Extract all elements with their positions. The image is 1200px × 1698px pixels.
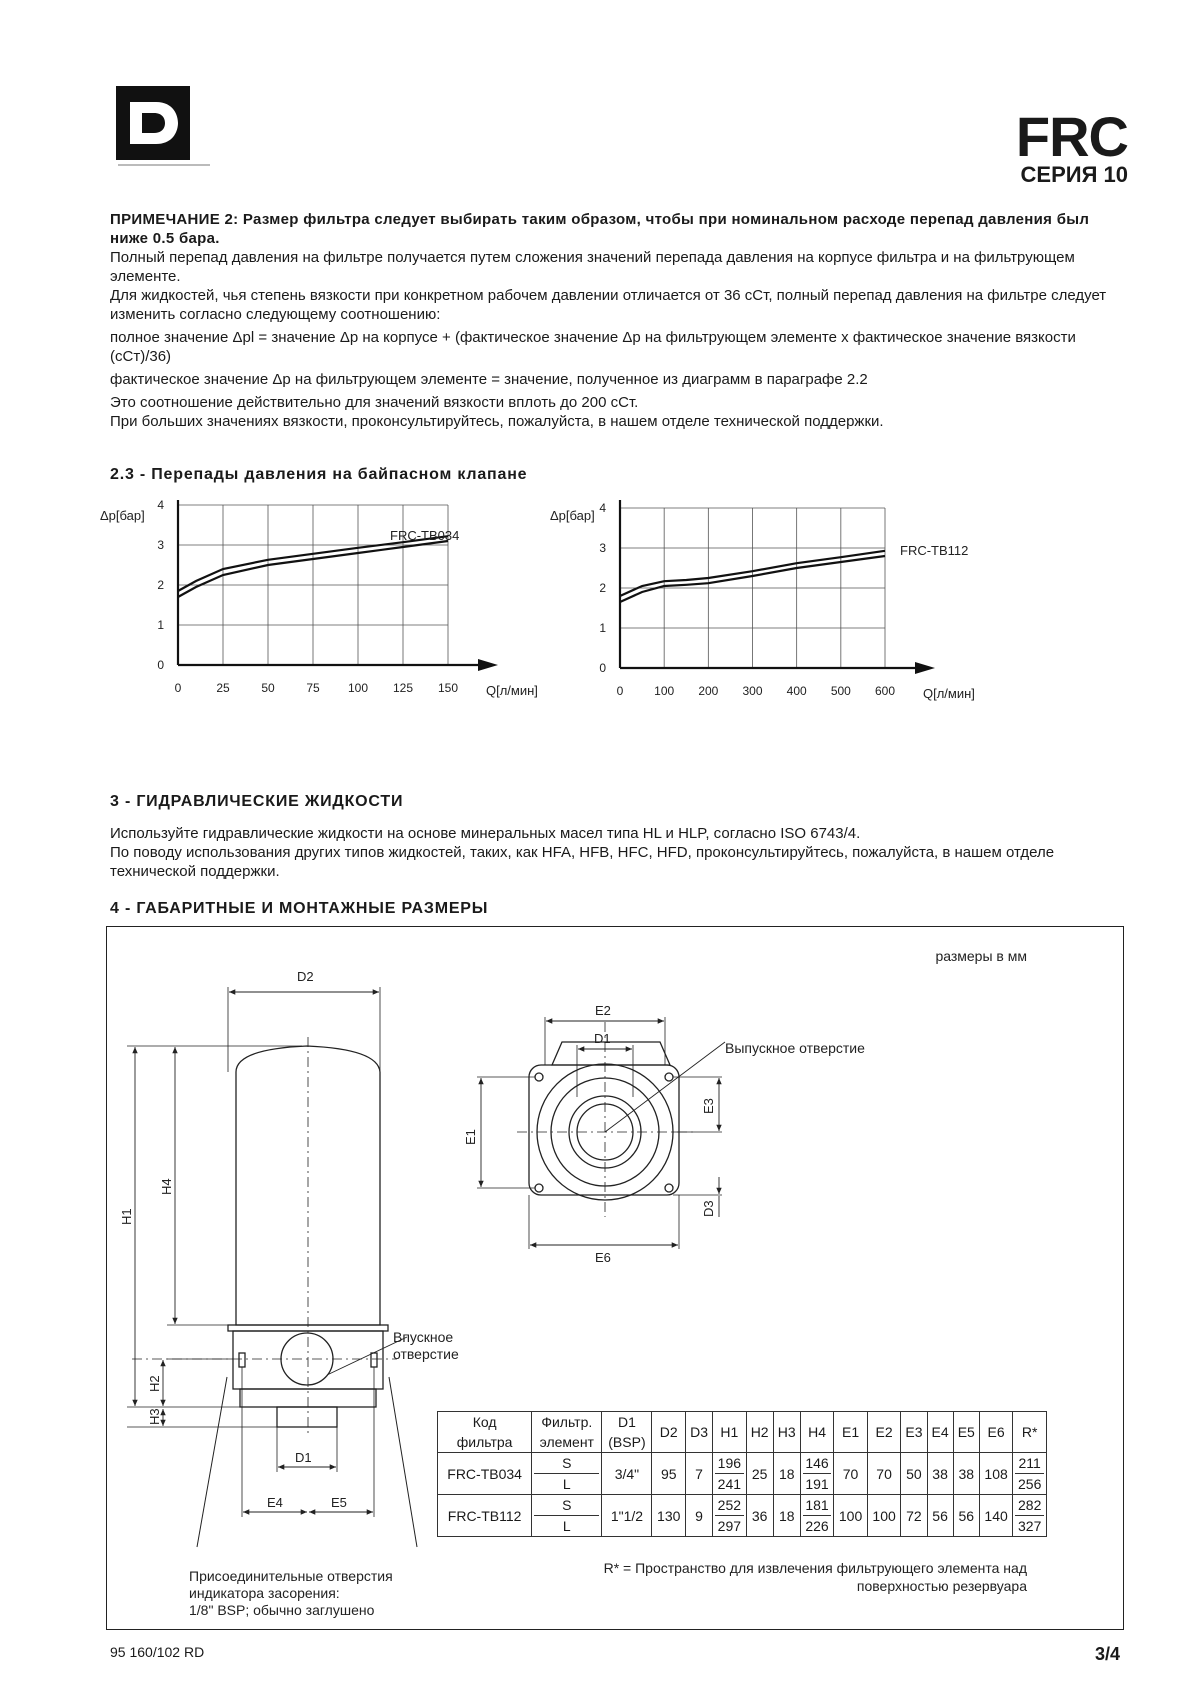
row0-e5: 38 xyxy=(953,1453,979,1495)
y-tick-label: 4 xyxy=(157,500,164,512)
row1-d3: 9 xyxy=(686,1495,713,1537)
label-inlet-1: Впускное xyxy=(393,1329,454,1345)
row1-r-l: 327 xyxy=(1018,1518,1042,1534)
table-row xyxy=(438,1495,1047,1537)
y-tick-label: 1 xyxy=(599,621,606,635)
row1-code: FRC-TB112 xyxy=(438,1495,532,1537)
th-d1-1: D1 xyxy=(617,1414,636,1430)
row0-e1: 70 xyxy=(834,1453,868,1495)
th-h2: H2 xyxy=(746,1412,773,1453)
row1-e1: 100 xyxy=(834,1495,868,1537)
table-footnote-2: поверхностью резервуара xyxy=(856,1578,1027,1594)
row0-h1-s: 196 xyxy=(715,1453,744,1474)
note-p6: При больших значениях вязкости, проконсультируйтесь, пожалуйста, в нашем отделе технической поддержки. xyxy=(110,413,884,430)
row1-e3: 72 xyxy=(901,1495,927,1537)
series-code: FRC xyxy=(1015,105,1128,168)
charts-area xyxy=(100,500,1120,770)
section-3-text xyxy=(110,824,1115,881)
label-d3: D3 xyxy=(701,1200,716,1217)
x-tick-label: 600 xyxy=(874,684,896,698)
y-tick-label: 2 xyxy=(157,578,164,592)
label-d1-top: D1 xyxy=(594,1031,611,1046)
th-e1: E1 xyxy=(834,1412,868,1453)
y-tick-label: 4 xyxy=(599,501,606,515)
row0-h3: 18 xyxy=(773,1453,800,1495)
th-elem-2: элемент xyxy=(539,1434,594,1450)
row1-e2: 100 xyxy=(867,1495,901,1537)
x-tick-label: 75 xyxy=(306,681,320,695)
th-code-1: Код xyxy=(472,1414,497,1430)
logo-d-icon xyxy=(116,86,190,160)
label-h2: H2 xyxy=(147,1375,162,1392)
th-elem-1: Фильтр. xyxy=(541,1414,593,1430)
row0-elem-s: S xyxy=(534,1453,599,1474)
row0-h1-l: 241 xyxy=(717,1476,742,1492)
row1-h4 xyxy=(800,1495,834,1537)
note-p1: Полный перепад давления на фильтре получается путем сложения значений перепада давления на корпусе фильтра и на фильтрующем элементе. xyxy=(110,249,1075,285)
note-p4: фактическое значение Δp на фильтрующем элементе = значение, полученное из диаграмм в параграфе 2.2 xyxy=(110,371,868,388)
label-e2: E2 xyxy=(595,1003,611,1018)
row1-e5: 56 xyxy=(953,1495,979,1537)
y-tick-label: 1 xyxy=(157,618,164,632)
row0-h2: 25 xyxy=(746,1453,773,1495)
label-e5: E5 xyxy=(331,1495,347,1510)
x-axis-arrow xyxy=(915,662,935,674)
x-tick-label: 125 xyxy=(392,681,414,695)
units-note: размеры в мм xyxy=(935,948,1027,964)
y-tick-label: 0 xyxy=(599,661,606,675)
row0-d2: 95 xyxy=(652,1453,686,1495)
row0-e2: 70 xyxy=(867,1453,901,1495)
section-2-3-title: 2.3 - Перепады давления на байпасном клапане xyxy=(110,466,528,483)
logo-underline xyxy=(118,164,210,166)
label-d1-side: D1 xyxy=(295,1450,312,1465)
row1-elem xyxy=(532,1495,602,1537)
th-code xyxy=(438,1412,532,1453)
row0-e3: 50 xyxy=(901,1453,927,1495)
label-e3: E3 xyxy=(701,1098,716,1114)
row0-code: FRC-TB034 xyxy=(438,1453,532,1495)
th-e2: E2 xyxy=(867,1412,901,1453)
row1-r xyxy=(1013,1495,1047,1537)
x-tick-label: 100 xyxy=(654,684,675,698)
y-tick-label: 0 xyxy=(157,658,164,672)
dimensions-table xyxy=(437,1411,1047,1537)
row1-elem-l: L xyxy=(562,1518,571,1534)
th-d1 xyxy=(602,1412,652,1453)
x-tick-label: 150 xyxy=(437,681,459,695)
section-3-title: 3 - ГИДРАВЛИЧЕСКИЕ ЖИДКОСТИ xyxy=(110,793,404,810)
row1-r-s: 282 xyxy=(1015,1495,1044,1516)
doc-code: 95 160/102 RD xyxy=(110,1644,205,1660)
row1-d1: 1"1/2 xyxy=(602,1495,652,1537)
label-outlet: Выпускное отверстие xyxy=(725,1040,865,1056)
x-tick-label: 500 xyxy=(830,684,851,698)
row0-elem-l: L xyxy=(562,1476,571,1492)
row1-h4-s: 181 xyxy=(803,1495,832,1516)
row0-h1 xyxy=(713,1453,747,1495)
label-h1: H1 xyxy=(119,1208,134,1225)
note-p5: Это соотношение действительно для значений вязкости вплоть до 200 сСт. xyxy=(110,394,639,411)
x-axis-arrow xyxy=(478,659,498,671)
th-d1-2: (BSP) xyxy=(608,1434,646,1450)
row0-d1: 3/4" xyxy=(602,1453,652,1495)
th-d2: D2 xyxy=(652,1412,686,1453)
row1-h4-l: 226 xyxy=(805,1518,829,1534)
y-axis-label: Δp[бар] xyxy=(100,508,145,523)
row0-e4: 38 xyxy=(927,1453,953,1495)
row1-h1 xyxy=(713,1495,747,1537)
row0-r-s: 211 xyxy=(1015,1453,1044,1474)
th-code-2: фильтра xyxy=(456,1434,513,1450)
row0-r-l: 256 xyxy=(1018,1476,1042,1492)
row1-h1-s: 252 xyxy=(715,1495,744,1516)
section-3-p1: Используйте гидравлические жидкости на основе минеральных масел типа HL и HLP, согласно ISO 6743/4. xyxy=(110,825,861,842)
x-tick-label: 25 xyxy=(216,681,230,695)
x-tick-label: 50 xyxy=(261,681,275,695)
row0-e6: 108 xyxy=(979,1453,1013,1495)
table-header-row xyxy=(438,1412,1047,1453)
x-tick-label: 0 xyxy=(616,684,624,698)
series-name-label: FRC-TB112 xyxy=(900,543,969,558)
x-tick-label: 100 xyxy=(347,681,369,695)
label-d2: D2 xyxy=(297,969,314,984)
series-number: СЕРИЯ 10 xyxy=(1020,162,1128,187)
x-tick-label: 300 xyxy=(742,684,763,698)
x-tick-label: 0 xyxy=(174,681,182,695)
label-indicator-1: Присоединительные отверстия xyxy=(189,1568,393,1584)
row1-h3: 18 xyxy=(773,1495,800,1537)
row1-d2: 130 xyxy=(652,1495,686,1537)
label-e4: E4 xyxy=(267,1495,283,1510)
row0-r xyxy=(1013,1453,1047,1495)
th-e3: E3 xyxy=(901,1412,927,1453)
dimensions-box xyxy=(106,926,1124,1630)
section-4-title: 4 - ГАБАРИТНЫЕ И МОНТАЖНЫЕ РАЗМЕРЫ xyxy=(110,900,489,917)
label-h4: H4 xyxy=(159,1178,174,1195)
y-tick-label: 3 xyxy=(157,538,164,552)
row0-h4-s: 146 xyxy=(803,1453,832,1474)
row0-elem xyxy=(532,1453,602,1495)
company-logo xyxy=(116,86,190,160)
y-axis-label: Δp[бар] xyxy=(550,508,595,523)
row1-e6: 140 xyxy=(979,1495,1013,1537)
x-tick-label: 400 xyxy=(786,684,807,698)
row0-h4 xyxy=(800,1453,834,1495)
series-name-label: FRC-TB034 xyxy=(390,528,460,543)
th-e5: E5 xyxy=(953,1412,979,1453)
row1-h1-l: 297 xyxy=(717,1518,742,1534)
label-indicator-3: 1/8" BSP; обычно заглушено xyxy=(189,1602,375,1618)
note-block xyxy=(110,210,1115,431)
label-inlet-2: отверстие xyxy=(393,1346,459,1362)
label-e1: E1 xyxy=(463,1129,478,1145)
th-d3: D3 xyxy=(686,1412,713,1453)
th-h3: H3 xyxy=(773,1412,800,1453)
th-h1: H1 xyxy=(713,1412,747,1453)
row1-e4: 56 xyxy=(927,1495,953,1537)
note-bold: ПРИМЕЧАНИЕ 2: Размер фильтра следует выбирать таким образом, чтобы при номинальном расходе перепад давления был ниже 0.5 бара. xyxy=(110,211,1090,247)
th-r: R* xyxy=(1013,1412,1047,1453)
note-p3: полное значение Δpl = значение Δp на корпусе + (фактическое значение Δp на фильтрующем элементе x фактическое значение вязкости (сСт)/36) xyxy=(110,329,1076,365)
row0-d3: 7 xyxy=(686,1453,713,1495)
label-e6: E6 xyxy=(595,1250,611,1265)
y-tick-label: 2 xyxy=(599,581,606,595)
label-h3: H3 xyxy=(147,1408,162,1425)
table-row xyxy=(438,1453,1047,1495)
chart-frc-tb112 xyxy=(550,500,975,701)
y-tick-label: 3 xyxy=(599,541,606,555)
x-tick-label: 200 xyxy=(698,684,719,698)
page-number: 3/4 xyxy=(1094,1644,1120,1664)
section-3-p2: По поводу использования других типов жидкостей, таких, как HFA, HFB, HFC, HFD, проконсультируйтесь, пожалуйста, в нашем отделе технической поддержки. xyxy=(110,844,1055,880)
x-axis-label: Q[л/мин] xyxy=(486,683,538,698)
row1-h2: 36 xyxy=(746,1495,773,1537)
row0-h4-l: 191 xyxy=(805,1476,829,1492)
note-p2: Для жидкостей, чья степень вязкости при конкретном рабочем давлении отличается от 36 сСт, полный перепад давления на фильтре следует изменить согласно следующему соотношению: xyxy=(110,287,1107,323)
th-e6: E6 xyxy=(979,1412,1013,1453)
label-indicator-2: индикатора засорения: xyxy=(189,1585,340,1601)
row1-elem-s: S xyxy=(534,1495,599,1516)
table-footnote-1: R* = Пространство для извлечения фильтрующего элемента над xyxy=(603,1560,1027,1576)
x-axis-label: Q[л/мин] xyxy=(923,686,975,701)
chart-frc-tb034 xyxy=(100,500,538,698)
th-h4: H4 xyxy=(800,1412,834,1453)
th-elem xyxy=(532,1412,602,1453)
th-e4: E4 xyxy=(927,1412,953,1453)
